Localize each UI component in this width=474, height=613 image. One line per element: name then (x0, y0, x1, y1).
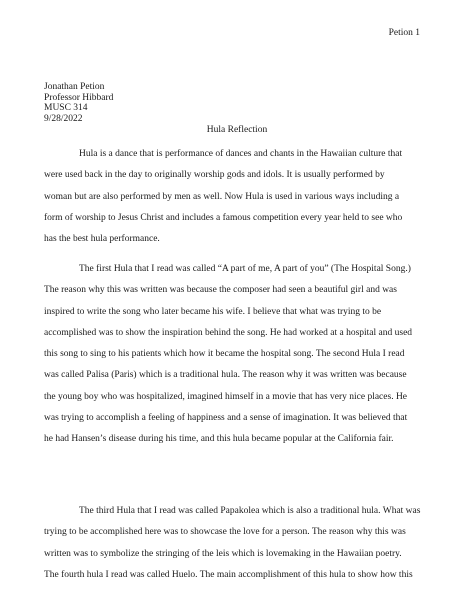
paragraph-1 (44, 148, 444, 254)
paragraph-line: trying to be accomplished here was to showcase the love for a person. The reason why this was (44, 527, 406, 538)
paragraph-line: this song to sing to his patients which how it became the hospital song. The second Hula I read (44, 349, 405, 360)
paragraph-line: he had Hansen’s disease during his time, and this hula became popular at the California fair. (44, 434, 394, 445)
paragraph-line: The third Hula that I read was called Papakolea which is also a traditional hula. What was (79, 506, 421, 516)
document-title: Hula Reflection (206, 125, 268, 135)
paragraph-line: the young boy who was hospitalized, imagined himself in a movie that has very nice places. He (44, 391, 408, 402)
paragraph-line: woman but are also performed by men as well. Now Hula is used in various ways including a (44, 191, 400, 202)
paragraph-line: written was to symbolize the stringing of the leis which is lovemaking in the Hawaiian poetry. (44, 548, 402, 559)
paragraph-line: The fourth hula I read was called Huelo. The main accomplishment of this hula to show how this (44, 569, 413, 580)
paragraph-line: were used back in the day to originally worship gods and idols. It is usually performed by (44, 170, 385, 181)
paragraph-3 (44, 505, 444, 590)
paragraph-line: The first Hula that I read was called “A part of me, A part of you” (The Hospital Song.) (79, 264, 411, 274)
paragraph-line: inspired to write the song who later became his wife. I believe that what was trying to be (44, 306, 382, 317)
paragraph-2 (44, 263, 444, 455)
paragraph-line: Hula is a dance that is performance of dances and chants in the Hawaiian culture that (79, 149, 403, 159)
page-number: Petion 1 (388, 28, 420, 38)
paragraph-line: The reason why this was written was because the composer had seen a beautiful girl and was (44, 285, 397, 296)
paragraph-line: form of worship to Jesus Christ and includes a famous competition every year held to see who (44, 212, 403, 223)
course-code: MUSC 314 (44, 103, 88, 113)
author-name: Jonathan Petion (44, 82, 105, 92)
professor-name: Professor Hibbard (44, 92, 114, 103)
paragraph-line: has the best hula performance. (44, 234, 160, 245)
document-date: 9/28/2022 (44, 113, 83, 124)
paragraph-line: was trying to accomplish a feeling of happiness and a sense of imagination. It was believed that (44, 413, 408, 424)
mla-header (44, 82, 113, 124)
paragraph-line: was called Palisa (Paris) which is a traditional hula. The reason why it was written was because (44, 370, 407, 381)
paragraph-line: accomplished was to show the inspiration behind the song. He had worked at a hospital and used (44, 327, 413, 338)
